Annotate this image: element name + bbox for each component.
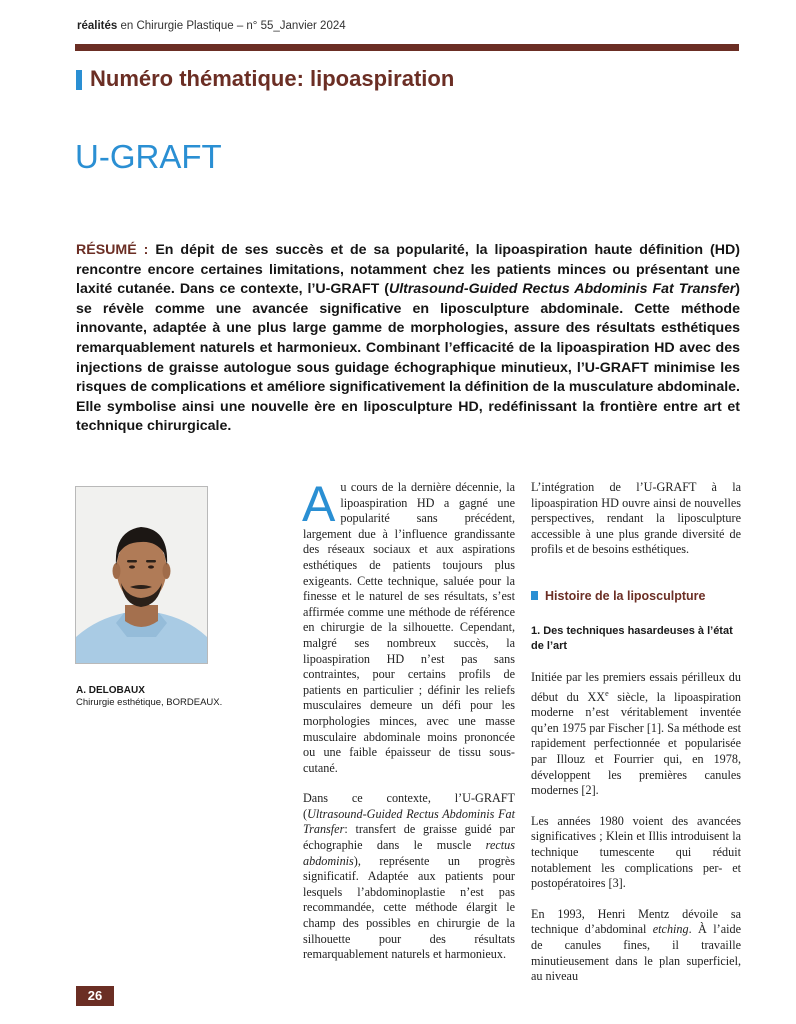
paragraph-text: siècle, la lipoaspiration moderne n’est véritablement inventée qu’en 1975 par Fischer [1]. Sa méthode est rapidement perfectionnée et popularisée par Illouz et Fourrier qui, en 1978, développent les premières canules modernes [2]. [531, 689, 742, 798]
body-column-right-bottom [531, 670, 741, 1000]
author-name: A. DELOBAUX [76, 685, 145, 696]
article-title: U-GRAFT [75, 138, 222, 175]
italic-term: Ultrasound-Guided Rectus Abdominis Fat Transfer [303, 806, 515, 837]
body-paragraph [302, 476, 515, 776]
author-photo [75, 486, 208, 664]
subheading-marker [531, 591, 538, 600]
paragraph-text: Initiée par les premiers essais périlleux du début du XX [531, 670, 741, 704]
page-number: 26 [76, 986, 114, 1006]
superscript: e [605, 688, 609, 698]
paragraph-text: ), représente un progrès significatif. Adaptée aux patients pour lesquels l’abdominoplastie n’est pas recommandée, cette méthode élargit le champ des possibles en chirurgie de la silhouette pour des résultats remarquablement naturels et harmonieux. [303, 853, 515, 962]
abstract-label: RÉSUMÉ : [76, 242, 149, 258]
author-portrait-image [76, 487, 207, 663]
paragraph-text: . À l’aide de canules fines, il travaille minutieusement dans le plan superficiel, au niveau [531, 922, 741, 984]
paragraph-text: En 1993, Henri Mentz dévoile sa technique d’abdominal [531, 906, 741, 937]
running-header [77, 20, 346, 32]
body-paragraph [531, 670, 741, 799]
sub-subheading: 1. Des techniques hasardeuses à l’état de l’art [531, 625, 733, 652]
paragraph-text: Les années 1980 voient des avancées significatives ; Klein et Illis introduisent la technique tumescente qui réduit notablement les complications per- et postopératoires [3]. [531, 813, 741, 891]
paragraph-text: : transfert de graisse guidé par échographie dans le muscle [303, 822, 515, 853]
body-column-right-top [531, 480, 741, 573]
abstract-text-2: ) se révèle comme une avancée significative en liposculpture abdominale. Cette méthode innovante, adaptée à une plus large gamme de morphologies, assure des résultats esthétiques remarquablement naturels et harmonieux. Combinant l’efficacité de la lipoaspiration HD avec des injections de graisse autologue sous guidage échographique minutieux, l’U-GRAFT minimise les risques de complications et améliore significativement la définition de la musculature abdominale. Elle symbolise ainsi une nouvelle ère en liposculpture HD, redéfinissant la frontière entre art et technique chirurgicale. [76, 281, 740, 435]
body-paragraph [531, 907, 741, 985]
body-paragraph [303, 791, 515, 963]
paragraph-text: u cours de la dernière décennie, la lipoaspiration HD a gagné une popularité sans précédent, largement due à l’influence grandissante des réseaux sociaux et aux aspirations esthétiques de patients toujours plus exigeants. Cette technique, saluée pour la finesse et le naturel de ses résultats, s’est affirmée comme une méthode de référence en chirurgie de la silhouette. Cependant, malgré ses nombreux succès, la lipoaspiration HD n’est pas sans contraintes, pour certains profils de patients en particulier ; définir les reliefs musculaires demeure un défi pour les morphologies minces, avec une masse musculaire abdominale moins prononcée ou une faible épaisseur de tissu sous-cutané. [303, 480, 515, 775]
drop-cap: A [302, 476, 336, 532]
abstract-text-1: En dépit de ses succès et de sa popularité, la lipoaspiration haute définition (HD) rencontre encore certaines limitations, notamment chez les patients minces ou présentant une laxité cutanée. Dans ce contexte, l’U-GRAFT ( [76, 242, 740, 298]
author-affiliation: Chirurgie esthétique, BORDEAUX. [76, 697, 223, 708]
header-rule [75, 44, 739, 51]
abstract-italic: Ultrasound-Guided Rectus Abdominis Fat Transfer [388, 281, 736, 298]
italic-term: rectus abdominis [303, 838, 515, 868]
subheading [531, 589, 741, 603]
issue-info: en Chirurgie Plastique – n° 55_Janvier 2024 [117, 20, 346, 32]
body-paragraph [531, 814, 741, 892]
subheading-text: Histoire de la liposculpture [545, 589, 706, 603]
abstract [76, 241, 740, 437]
paragraph-text: L’intégration de l’U-GRAFT à la lipoaspiration HD ouvre ainsi de nouvelles perspectives, rendant la liposculpture accessible à une plus grande diversité de profils et de besoins esthétiques. [531, 480, 741, 557]
body-column-middle [302, 476, 515, 978]
paragraph-text: Dans ce contexte, l’U-GRAFT ( [303, 791, 515, 821]
body-paragraph [531, 480, 741, 558]
italic-term: etching [652, 922, 689, 937]
journal-name: réalités [77, 20, 118, 32]
section-title: Numéro thématique: lipoaspiration [90, 66, 455, 91]
section-flag-marker [76, 70, 82, 90]
